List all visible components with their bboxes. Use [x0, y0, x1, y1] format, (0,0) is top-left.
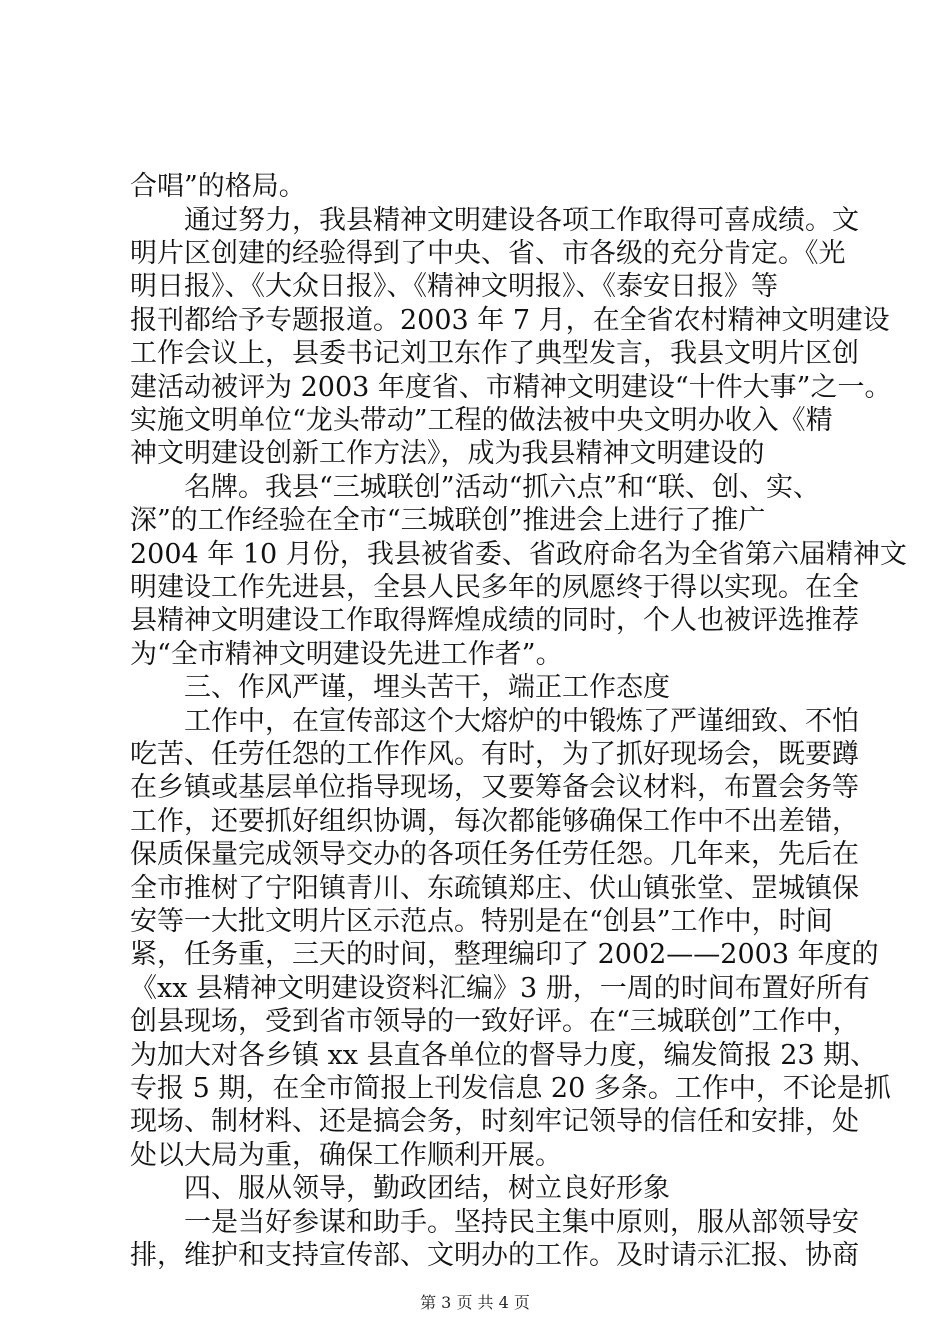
text-line-27: 为加大对各乡镇 xx 县直各单位的督导力度，编发简报 23 期、	[130, 1040, 878, 1071]
text-line-3: 明片区创建的经验得到了中央、省、市各级的充分肯定。《光	[130, 238, 846, 269]
text-line-33: 排，维护和支持宣传部、文明办的工作。及时请示汇报、协商	[130, 1240, 859, 1271]
text-line-21: 保质保量完成领导交办的各项任务任劳任怨。几年来，先后在	[130, 839, 859, 870]
text-line-23: 安等一大批文明片区示范点。特别是在“创县”工作中，时间	[130, 906, 833, 937]
text-line-18: 吃苦、任劳任怨的工作作风。有时，为了抓好现场会，既要蹲	[130, 739, 859, 770]
text-line-20: 工作，还要抓好组织协调，每次都能够确保工作中不出差错，	[130, 806, 859, 837]
text-line-17: 工作中，在宣传部这个大熔炉的中锻炼了严谨细致、不怕	[184, 706, 859, 737]
text-line-15: 为“全市精神文明建设先进工作者”。	[130, 639, 563, 670]
section-heading-4: 四、服从领导，勤政团结，树立良好形象	[184, 1173, 670, 1204]
text-line-5: 报刊都给予专题报道。2003 年 7 月，在全省农村精神文明建设	[130, 305, 890, 336]
text-line-9: 神文明建设创新工作方法》，成为我县精神文明建设的	[130, 438, 765, 469]
text-line-12: 2004 年 10 月份，我县被省委、省政府命名为全省第六届精神文	[130, 539, 907, 570]
text-line-32: 一是当好参谋和助手。坚持民主集中原则，服从部领导安	[184, 1207, 859, 1238]
text-line-22: 全市推树了宁阳镇青川、东疏镇郑庄、伏山镇张堂、罡城镇保	[130, 873, 859, 904]
text-line-25: 《xx 县精神文明建设资料汇编》3 册，一周的时间布置好所有	[130, 973, 870, 1004]
text-line-13: 明建设工作先进县，全县人民多年的夙愿终于得以实现。在全	[130, 572, 859, 603]
text-line-6: 工作会议上，县委书记刘卫东作了典型发言，我县文明片区创	[130, 338, 859, 369]
text-line-14: 县精神文明建设工作取得辉煌成绩的同时，个人也被评选推荐	[130, 605, 859, 636]
page-number-footer: 第 3 页 共 4 页	[420, 1293, 530, 1312]
text-line-26: 创县现场，受到省市领导的一致好评。在“三城联创”工作中，	[130, 1006, 860, 1037]
text-line-29: 现场、制材料、还是搞会务，时刻牢记领导的信任和安排，处	[130, 1106, 859, 1137]
text-line-24: 紧，任务重，三天的时间，整理编印了 2002——2003 年度的	[130, 939, 879, 970]
text-line-11: 深”的工作经验在全市“三城联创”推进会上进行了推广	[130, 505, 766, 536]
text-line-4: 明日报》、《大众日报》、《精神文明报》、《泰安日报》等	[130, 271, 778, 302]
text-line-30: 处以大局为重，确保工作顺利开展。	[130, 1140, 562, 1171]
section-heading-3: 三、作风严谨，埋头苦干，端正工作态度	[184, 672, 670, 703]
text-line-10: 名牌。我县“三城联创”活动“抓六点”和“联、创、实、	[184, 472, 821, 503]
text-line-8: 实施文明单位“龙头带动”工程的做法被中央文明办收入《精	[130, 405, 833, 436]
text-line-7: 建活动被评为 2003 年度省、市精神文明建设“十件大事”之一。	[130, 372, 892, 403]
text-line-2: 通过努力，我县精神文明建设各项工作取得可喜成绩。文	[184, 205, 859, 236]
text-line-1: 合唱”的格局。	[130, 171, 306, 202]
text-line-19: 在乡镇或基层单位指导现场，又要筹备会议材料，布置会务等	[130, 772, 859, 803]
text-line-28: 专报 5 期，在全市简报上刊发信息 20 多条。工作中，不论是抓	[130, 1073, 891, 1104]
